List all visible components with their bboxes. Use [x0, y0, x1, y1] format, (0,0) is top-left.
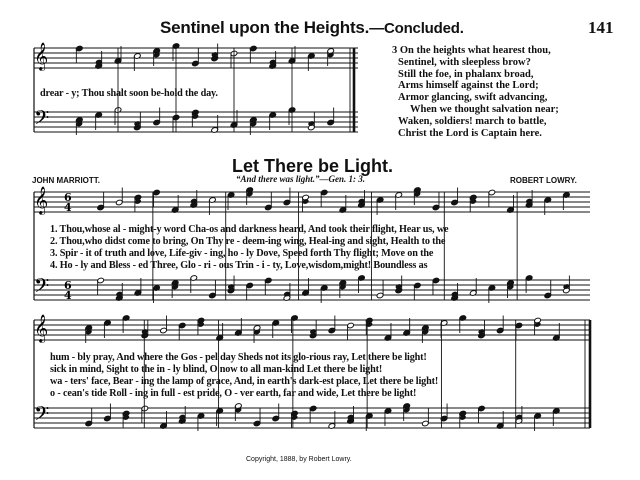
verse3-line: Still the foe, in phalanx broad,	[398, 68, 534, 80]
hymn2-verse-line1: 4. Ho - ly and Bless - ed Three, Glo - ri - ous Trin - i - ty, Love,wisdom,might! Boundless as	[50, 260, 428, 271]
system2-treble-clef: 𝄞	[34, 314, 49, 342]
hymn2-verse-line1: 3. Spir - it of truth and love, Life-giv - ing, ho - ly Dove, Speed forth Thy flight; Move on the	[50, 248, 434, 259]
hymn2-title: Let There be Light.	[232, 156, 394, 176]
system1-time: 6	[64, 191, 72, 204]
hymn1-lyric: drear - y; Thou shalt soon be-hold the day.	[40, 88, 218, 99]
hymn1-title	[160, 18, 464, 38]
hymn2-verse-line1: 2. Thou,who didst come to bring, On Thy re - deem-ing wing, Heal-ing and sight, Health to the	[50, 236, 446, 247]
hymn1-bass-clef: 𝄢	[34, 106, 50, 134]
verse3-line: Christ the Lord is Captain here.	[398, 127, 542, 139]
system1-bass-clef: 𝄢	[34, 274, 50, 302]
system1-time: 4	[64, 201, 72, 214]
page-number: 141	[588, 18, 614, 37]
hymn2-verse-line1: 1. Thou,whose al - might-y word Cha-os and darkness heard, And took their flight, Hear us, we	[50, 224, 449, 235]
hymn2-verse-line2: o - cean's tide Roll - ing in full - est pride, O - ver earth, far and wide, Let there be light!	[50, 388, 417, 399]
system2-bass-clef: 𝄢	[34, 402, 50, 430]
hymn2-author: JOHN MARRIOTT.	[32, 176, 100, 185]
system1-treble-clef: 𝄞	[34, 186, 49, 214]
hymn1-title-text: Sentinel upon the Heights.	[160, 18, 370, 37]
hymn2-verse-line2: wa - ters' face, Bear - ing the lamp of grace, And, in earth's dark-est place, Let there be light!	[50, 376, 439, 387]
verse3-line: Sentinel, with sleepless brow?	[398, 56, 531, 68]
hymn1-concluded: —Concluded.	[369, 20, 464, 37]
hymn2-composer: ROBERT LOWRY.	[510, 176, 577, 185]
hymn2-verse-line2: sick in mind, Sight to the in - ly blind, O now to all man-kind Let there be light!	[50, 364, 383, 375]
hymn2-verse-line2: hum - bly pray, And where the Gos - pel day Sheds not its glo-rious ray, Let there be light!	[50, 352, 427, 363]
hymn2-epigraph: “And there was light.”—Gen. 1: 3.	[236, 174, 366, 184]
system1-bass-time: 4	[64, 289, 72, 302]
verse3-line: Waken, soldiers! march to battle,	[398, 115, 547, 127]
system1-bass-time: 6	[64, 279, 72, 292]
verse3-line: When we thought salvation near;	[410, 103, 559, 115]
verse3-line: 3 On the heights what hearest thou,	[392, 45, 551, 56]
verse3-line: Arms himself against the Lord;	[398, 80, 539, 92]
hymn1-treble-clef: 𝄞	[34, 42, 49, 70]
copyright-note: Copyright, 1888, by Robert Lowry.	[246, 456, 352, 463]
verse3-line: Armor glancing, swift advancing,	[398, 92, 548, 104]
hymn1-verse3	[392, 45, 559, 139]
